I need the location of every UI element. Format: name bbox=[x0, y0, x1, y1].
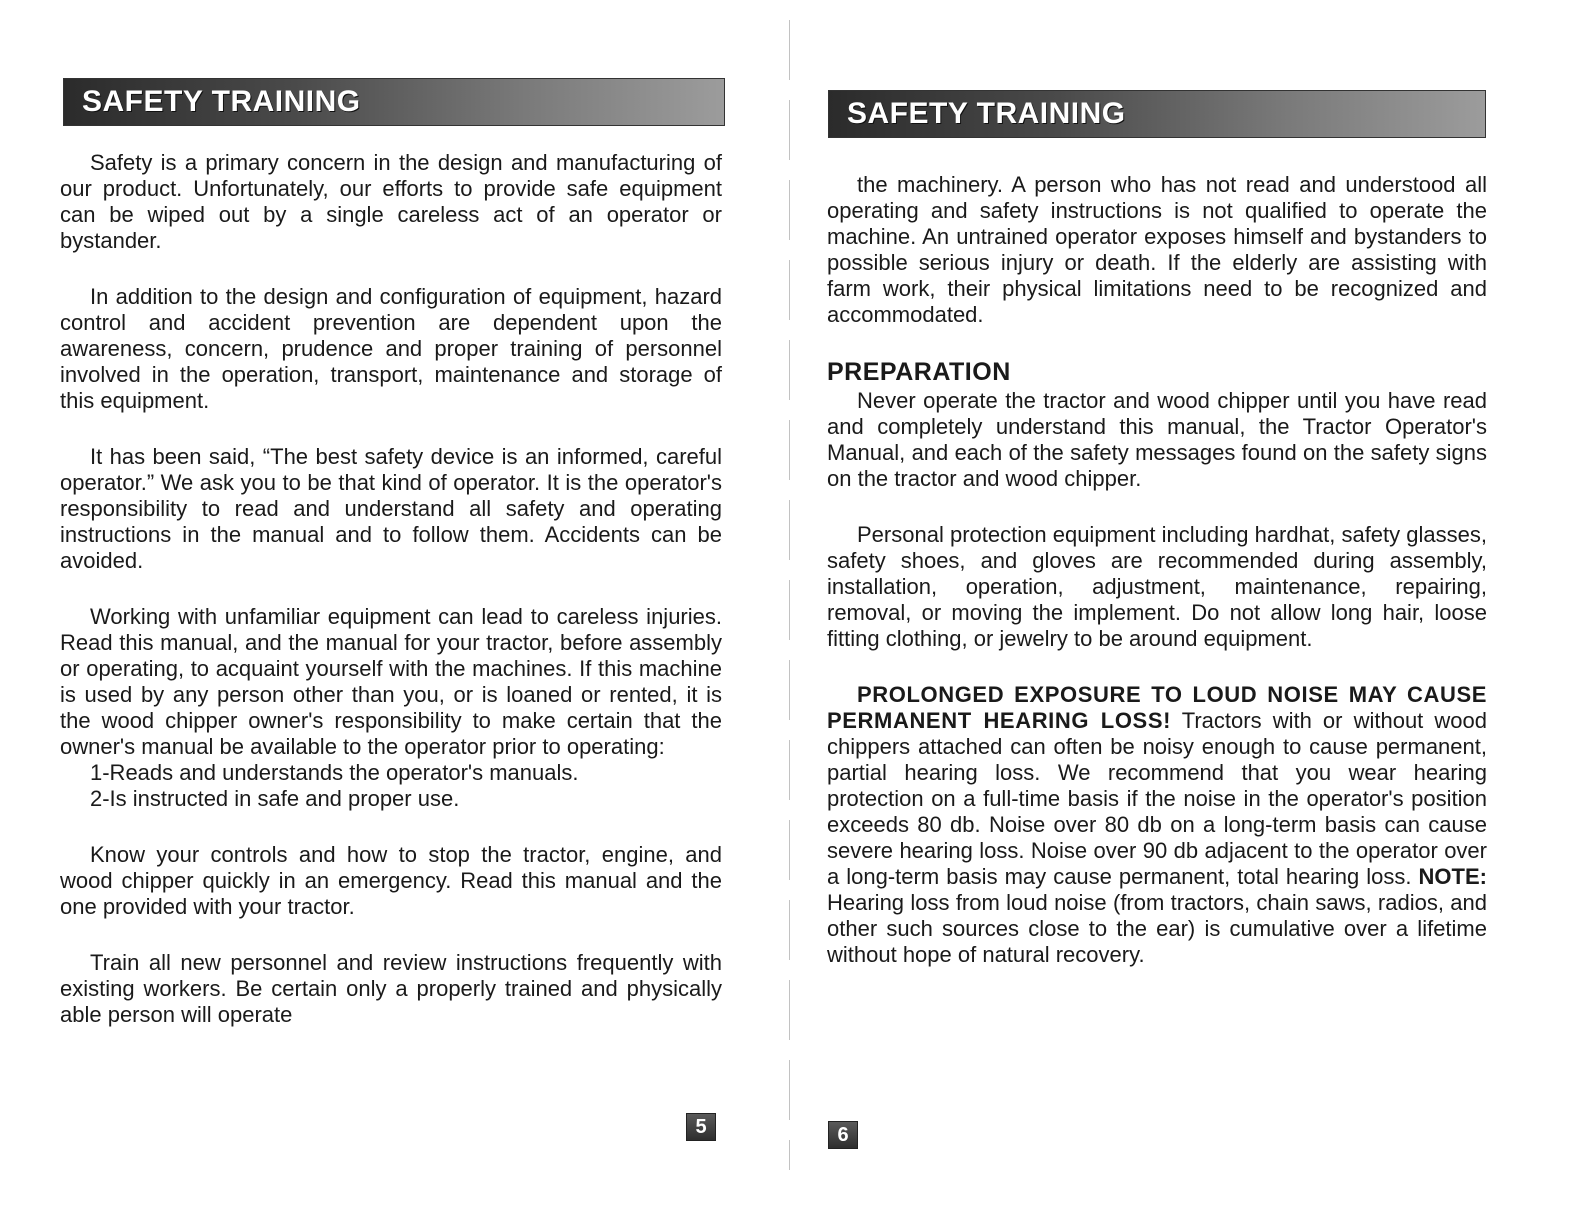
noise-warning-body: Tractors with or without wood chippers attached can often be noisy enough to cause permanent, partial hearing loss. We recommend that you wear hearing protection on a full-time basis if the noise in the operator's position exceeds 80 db. Noise over 80 db on a long-term basis can cause severe hearing loss. Noise over 90 db adjacent to the operator over a long-term basis may cause permanent, total hearing loss. bbox=[827, 708, 1487, 889]
paragraph-ppe: Personal protection equipment including hardhat, safety glasses, safety shoes, and gloves are recommended during assembly, installation, operation, adjustment, maintenance, repairing, removal, or moving the implement. Do not allow long hair, loose fitting clothing, or jewelry to be around equipment. bbox=[827, 522, 1487, 651]
right-page bbox=[790, 0, 1584, 1224]
section-banner bbox=[63, 78, 725, 126]
section-banner-title: SAFETY TRAINING bbox=[82, 85, 361, 118]
preparation-heading: PREPARATION bbox=[827, 358, 1011, 386]
section-banner bbox=[828, 90, 1486, 138]
paragraph-careful-operator: It has been said, “The best safety device is an informed, careful operator.” We ask you to be that kind of operator. It is the operator's responsibility to read and understand all safety and operating instructions in the manual and to follow them. Accidents can be avoided. bbox=[60, 444, 722, 573]
paragraph-safety-concern: Safety is a primary concern in the design and manufacturing of our product. Unfortunately, our efforts to provide safe equipment can be wiped out by a single careless act of an operator or bystander. bbox=[60, 150, 722, 253]
list-item: 1-Reads and understands the operator's manuals. bbox=[90, 760, 579, 785]
note-label: NOTE: bbox=[1418, 864, 1487, 889]
left-page bbox=[0, 0, 790, 1224]
paragraph-machinery: the machinery. A person who has not read and understood all operating and safety instructions is not qualified to operate the machine. An untrained operator exposes himself and bystanders to possible serious injury or death. If the elderly are assisting with farm work, their physical limitations need to be recognized and accommodated. bbox=[827, 172, 1487, 327]
paragraph-preparation: Never operate the tractor and wood chipper until you have read and completely understand this manual, the Tractor Operator's Manual, and each of the safety messages found on the safety signs on the tractor and wood chipper. bbox=[827, 388, 1487, 491]
paragraph-train-personnel: Train all new personnel and review instructions frequently with existing workers. Be certain only a properly trained and physically able person will operate bbox=[60, 950, 722, 1027]
note-body: Hearing loss from loud noise (from tractors, chain saws, radios, and other such sources close to the ear) is cumulative over a lifetime without hope of natural recovery. bbox=[827, 890, 1487, 967]
paragraph-unfamiliar-equipment: Working with unfamiliar equipment can lead to careless injuries. Read this manual, and the manual for your tractor, before assembly or operating, to acquaint yourself with the machines. If this machine is used by any person other than you, or is loaned or rented, it is the wood chipper owner's responsibility to make certain that the owner's manual be available to the operator prior to operating: bbox=[60, 604, 722, 759]
noise-warning-lead: PROLONGED EXPOSURE TO LOUD NOISE MAY CAUSE PERMANENT HEARING LOSS! bbox=[827, 682, 1487, 733]
paragraph-noise-warning bbox=[827, 682, 1487, 968]
page-number: 6 bbox=[828, 1121, 858, 1149]
paragraph-hazard-control: In addition to the design and configuration of equipment, hazard control and accident prevention are dependent upon the awareness, concern, prudence and proper training of personnel involved in the operation, transport, maintenance and storage of this equipment. bbox=[60, 284, 722, 413]
section-banner-title: SAFETY TRAINING bbox=[847, 97, 1126, 130]
page-number: 5 bbox=[686, 1113, 716, 1141]
list-item: 2-Is instructed in safe and proper use. bbox=[90, 786, 460, 811]
left-page-content bbox=[60, 150, 722, 1058]
right-page-content bbox=[827, 172, 1487, 998]
paragraph-know-controls: Know your controls and how to stop the tractor, engine, and wood chipper quickly in an emergency. Read this manual and the one provided with your tractor. bbox=[60, 842, 722, 919]
